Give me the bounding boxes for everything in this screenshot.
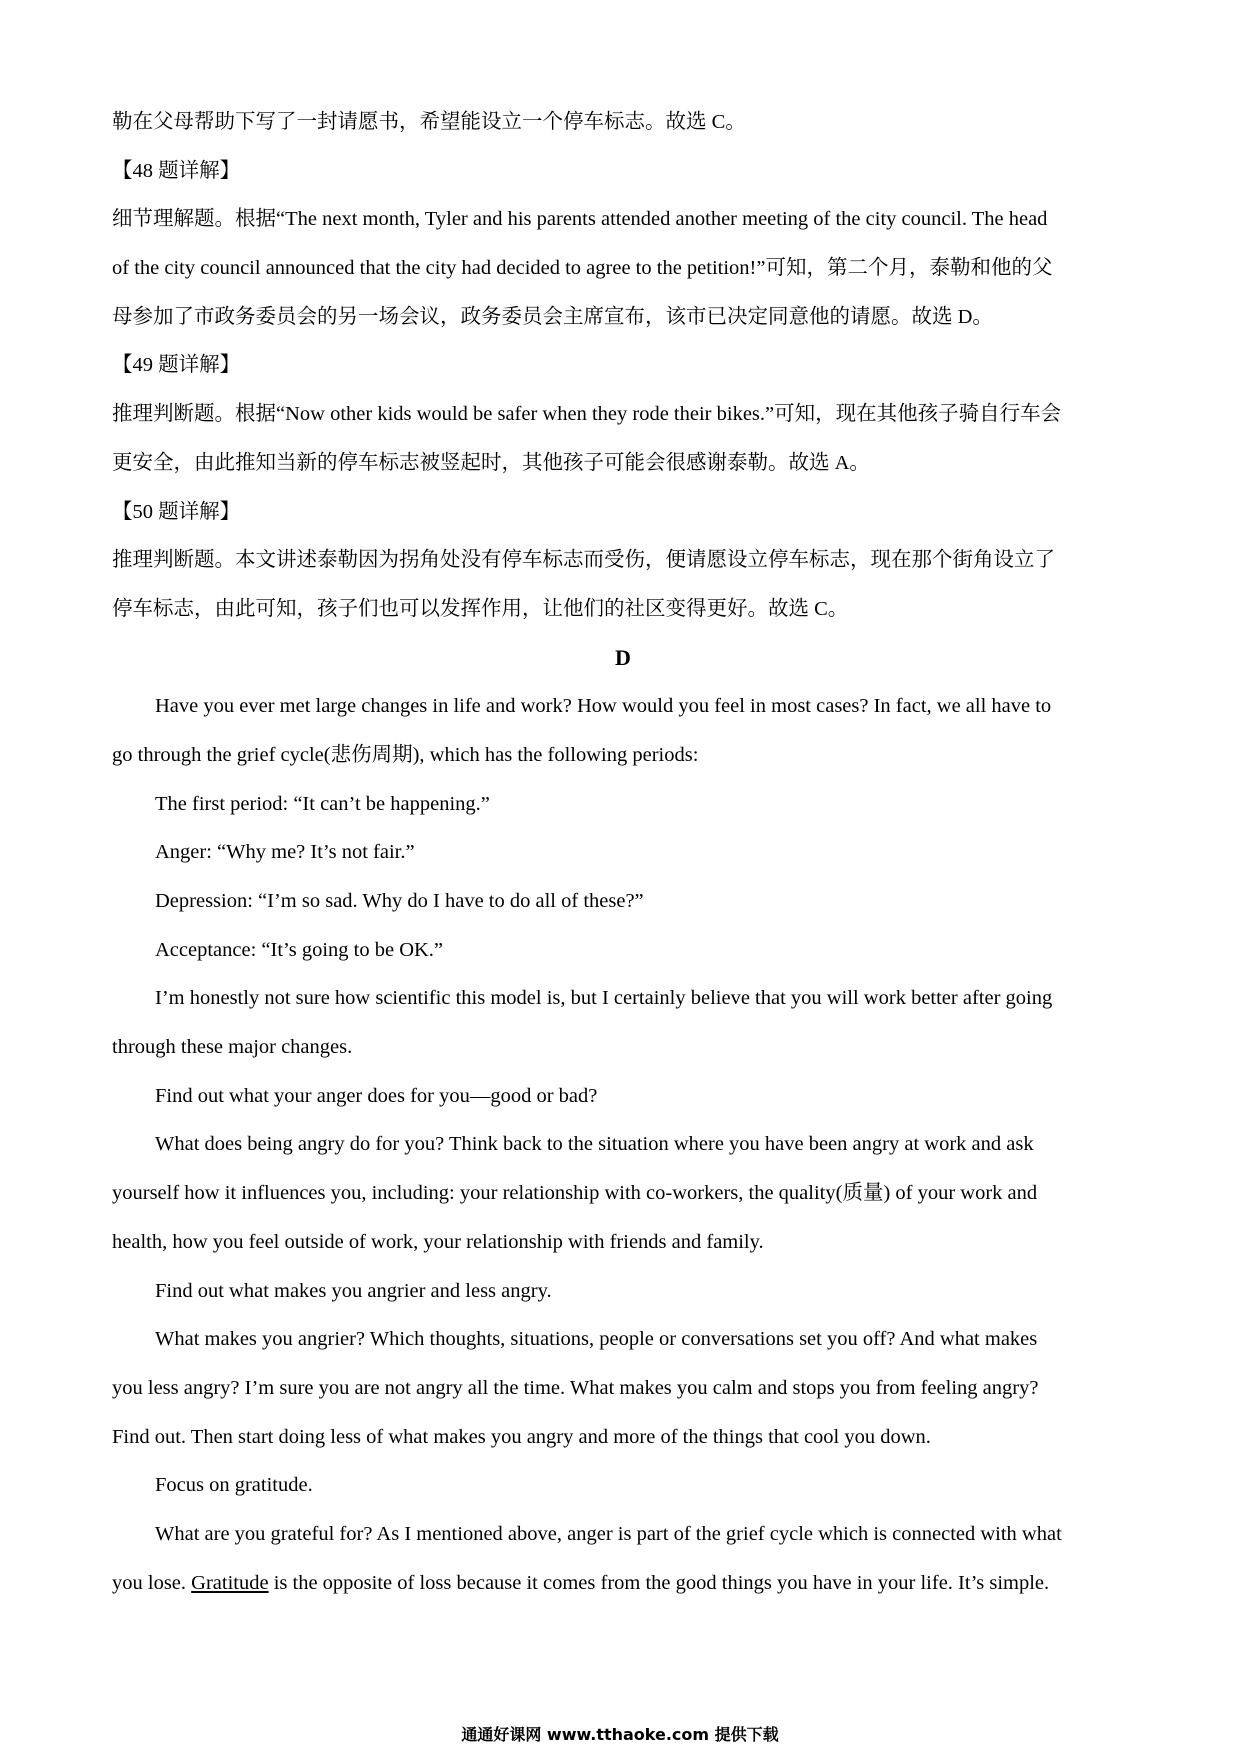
text-line: 推理判断题。根据“Now other kids would be safer when they rode their bikes.”可知，现在其他孩子骑自行车会 bbox=[112, 403, 1062, 426]
passage-line: The first period: “It can’t be happening.” bbox=[155, 792, 490, 815]
passage-line: go through the grief cycle(悲伤周期), which has the following periods: bbox=[112, 743, 699, 766]
passage-line: What does being angry do for you? Think back to the situation where you have been angry at work and ask bbox=[155, 1133, 1034, 1156]
passage-line: What makes you angrier? Which thoughts, situations, people or conversations set you off? And what makes bbox=[155, 1328, 1038, 1351]
text-span: is the opposite of loss because it comes from the good things you have in your life. It’s simple. bbox=[268, 1571, 1050, 1594]
text-line: 细节理解题。根据“The next month, Tyler and his parents attended another meeting of the city council. The head bbox=[112, 208, 1048, 231]
passage-line: Have you ever met large changes in life and work? How would you feel in most cases? In fact, we all have to bbox=[155, 695, 1052, 718]
text-span: you lose. bbox=[112, 1571, 192, 1594]
underlined-word: Gratitude bbox=[191, 1571, 269, 1594]
question-heading-50: 【50 题详解】 bbox=[112, 500, 241, 523]
passage-line: Anger: “Why me? It’s not fair.” bbox=[155, 841, 415, 864]
page-footer: 通通好课网 www.tthaoke.com 提供下载 bbox=[461, 1725, 779, 1744]
passage-line: Acceptance: “It’s going to be OK.” bbox=[155, 938, 444, 961]
passage-line: yourself how it influences you, including: your relationship with co-workers, the quality(质量) of your work and bbox=[112, 1182, 1038, 1205]
passage-line: health, how you feel outside of work, your relationship with friends and family. bbox=[112, 1230, 764, 1253]
passage-line: you less angry? I’m sure you are not angry all the time. What makes you calm and stops you from feeling angry? bbox=[112, 1376, 1039, 1399]
text-line: of the city council announced that the city had decided to agree to the petition!”可知，第二个月，泰勒和他的父 bbox=[112, 257, 1053, 280]
question-heading-48: 【48 题详解】 bbox=[112, 159, 241, 182]
passage-line: What are you grateful for? As I mentioned above, anger is part of the grief cycle which is connected with what bbox=[155, 1522, 1062, 1545]
passage-line-last bbox=[112, 1559, 1134, 1608]
text-line: 母参加了市政务委员会的另一场会议，政务委员会主席宣布，该市已决定同意他的请愿。故选 D。 bbox=[112, 305, 993, 328]
question-heading-49: 【49 题详解】 bbox=[112, 354, 241, 377]
passage-line: Focus on gratitude. bbox=[155, 1474, 313, 1497]
text-line: 勒在父母帮助下写了一封请愿书，希望能设立一个停车标志。故选 C。 bbox=[112, 111, 746, 133]
section-heading: D bbox=[615, 644, 631, 670]
text-line: 停车标志，由此可知，孩子们也可以发挥作用，让他们的社区变得更好。故选 C。 bbox=[112, 597, 849, 620]
document-page bbox=[112, 98, 1134, 1607]
passage-line: Find out what your anger does for you—good or bad? bbox=[155, 1084, 598, 1107]
text-line: 更安全，由此推知当新的停车标志被竖起时，其他孩子可能会很感谢泰勒。故选 A。 bbox=[112, 451, 870, 474]
passage-line: Find out. Then start doing less of what makes you angry and more of the things that cool you down. bbox=[112, 1425, 931, 1448]
passage-line: Depression: “I’m so sad. Why do I have to do all of these?” bbox=[155, 890, 644, 912]
passage-line: through these major changes. bbox=[112, 1036, 353, 1059]
text-line: 推理判断题。本文讲述泰勒因为拐角处没有停车标志而受伤，便请愿设立停车标志，现在那个街角设立了 bbox=[112, 549, 1055, 572]
passage-line: Find out what makes you angrier and less angry. bbox=[155, 1279, 552, 1302]
passage-line: I’m honestly not sure how scientific this model is, but I certainly believe that you will work better after going bbox=[155, 987, 1053, 1010]
